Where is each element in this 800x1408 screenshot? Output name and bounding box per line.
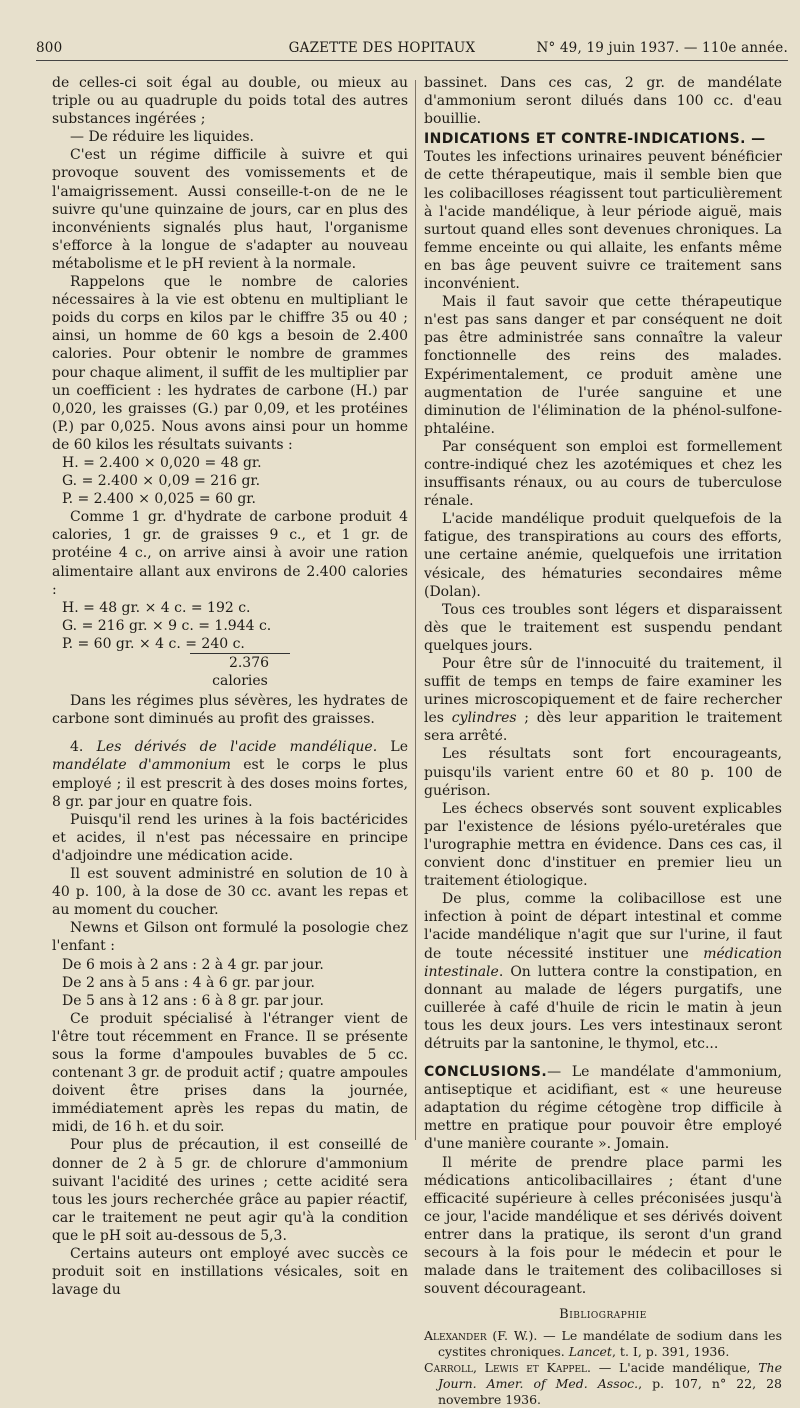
calculation-line: P. = 60 gr. × 4 c. = 240 c. bbox=[62, 635, 245, 652]
calculation-line: H. = 48 gr. × 4 c. = 192 c. bbox=[62, 599, 251, 616]
paragraph bbox=[424, 655, 782, 745]
section-heading-indications: INDICATIONS ET CONTRE-INDICATIONS. — bbox=[424, 131, 766, 148]
drug-name: mandélate d'ammonium bbox=[52, 757, 231, 774]
conclusions-paragraph bbox=[424, 1063, 782, 1153]
text-run: est le corps le plus employé ; il est prescrit à des doses moins fortes, 8 gr. par jour en quatre fois. bbox=[52, 757, 408, 810]
paragraph: Ce produit spécialisé à l'étranger vient de l'être tout récemment en France. Il se présente sous la forme d'ampoules buvables de 5 cc. contenant 3 gr. de produit actif ; quatre ampoules doivent être prises dans la journée, immédiatement après les repas du matin, de midi, de 16 h. et du soir. bbox=[52, 1010, 408, 1136]
journal-title: GAZETTE DES HOPITAUX bbox=[288, 40, 476, 56]
paragraph: — De réduire les liquides. bbox=[70, 129, 254, 146]
paragraph: Newns et Gilson ont formulé la posologie chez l'enfant : bbox=[52, 920, 408, 955]
text-run: — L'acide mandélique, bbox=[591, 1360, 759, 1376]
bib-author: Carroll, Lewis et Kappel. bbox=[424, 1360, 592, 1376]
paragraph: Puisqu'il rend les urines à la fois bactéricides et acides, il n'est pas nécessaire en principe d'adjoindre une médication acide. bbox=[52, 811, 408, 864]
calorie-total: 2.376 calories bbox=[190, 653, 290, 690]
text-run: . On luttera contre la constipation, en donnant au malade de légers purgatifs, une cuillerée à café d'huile de ricin le matin à jeun tous les deux jours. Les vers intestinaux seront détruits par la santonine, le thymol, etc... bbox=[424, 963, 782, 1052]
section-heading-conclusions: CONCLUSIONS. bbox=[424, 1064, 548, 1081]
paragraph: Certains auteurs ont employé avec succès ce produit soit en instillations vésicales, soit en lavage du bbox=[52, 1246, 408, 1299]
paragraph: Dans les régimes plus sévères, les hydrates de carbone sont diminués au profit des graisses. bbox=[52, 693, 408, 728]
paragraph: Toutes les infections urinaires peuvent bénéficier de cette thérapeutique, mais il semble bien que les colibacilloses réagissent tout particulièrement à l'acide mandélique, à leur période aiguë, mais surtout quand elles sont devenues chroniques. La femme enceinte ou qui allaite, les enfants même en bas âge peuvent suivre ce traitement sans inconvénient. bbox=[424, 149, 782, 293]
dosage-line: De 6 mois à 2 ans : 2 à 4 gr. par jour. bbox=[62, 956, 324, 973]
column-divider bbox=[415, 80, 416, 1140]
paragraph: Pour plus de précaution, il est conseillé de donner de 2 à 5 gr. de chlorure d'ammonium suivant l'acidité des urines ; cette acidité sera tous les jours recherchée grâce au papier réactif, car le traitement ne peut agir qu'à la condition que le pH soit au-dessous de 5,3. bbox=[52, 1137, 408, 1244]
paragraph: Mais il faut savoir que cette thérapeutique n'est pas sans danger et par conséquent ne doit pas être administrée sans connaître la valeur fonctionnelle des reins des malades. Expérimentalement, ce produit amène une augmentation de l'urée sanguine et une diminution de l'élimination de la phénol-sulfone-phtaléine. bbox=[424, 294, 782, 437]
bib-journal: The Journ. Amer. of Med. Assoc. bbox=[438, 1360, 783, 1392]
text-run: Le bbox=[377, 739, 408, 756]
text-run: , t. I, p. 391, 1936. bbox=[611, 1344, 730, 1360]
text-run: — Le mandélate de sodium dans les cystites chroniques. bbox=[438, 1328, 782, 1360]
text-run: — Le mandélate d'ammonium, antiseptique et acidifiant, est « une heureuse adaptation du régime cétogène trop difficile à mettre en pratique pour pouvoir être employé d'une manière courante ». Jomain. bbox=[424, 1064, 782, 1153]
paragraph: Il mérite de prendre place parmi les médications anticolibacillaires ; étant d'une efficacité supérieure à celles préconisées jusqu'à ce jour, l'acide mandélique et ses dérivés doivent entrer dans la pratique, ils seront d'un grand secours à la fois pour le médecin et pour le malade dans le traitement des colibacilloses si souvent décourageant. bbox=[424, 1154, 782, 1298]
text-run: , p. 107, n° 22, 28 novembre 1936. bbox=[438, 1376, 782, 1408]
section-paragraph bbox=[52, 738, 408, 810]
right-column bbox=[424, 74, 782, 1408]
calculation-line: P. = 2.400 × 0,025 = 60 gr. bbox=[62, 491, 256, 508]
dosage-line: De 2 ans à 5 ans : 4 à 6 gr. par jour. bbox=[62, 974, 316, 991]
paragraph: Tous ces troubles sont légers et disparaissent dès que le traitement est suspendu pendant quelques jours. bbox=[424, 601, 782, 654]
page-number: 800 bbox=[36, 40, 63, 56]
paragraph: Les échecs observés sont souvent explicables par l'existence de lésions pyélo-uretérales que l'urographie mettra en évidence. Dans ces cas, il convient donc d'instituer en premier lieu un traitement étiologique. bbox=[424, 800, 782, 890]
left-column bbox=[52, 74, 408, 1299]
paragraph: Les résultats sont fort encourageants, puisqu'ils varient entre 60 et 80 p. 100 de guérison. bbox=[424, 746, 782, 799]
calculation-line: G. = 216 gr. × 9 c. = 1.944 c. bbox=[62, 617, 272, 634]
text-run: Pour être sûr de l'innocuité du traitement, il suffit de temps en temps de faire examiner les urines microscopiquement et de faire rechercher les bbox=[424, 656, 782, 727]
emphasis: médication intestinale bbox=[424, 945, 782, 980]
paragraph: de celles-ci soit égal au double, ou mieux au triple ou au quadruple du poids total des autres substances ingérées ; bbox=[52, 75, 408, 128]
dosage-line: De 5 ans à 12 ans : 6 à 8 gr. par jour. bbox=[62, 992, 324, 1009]
section-title: Les dérivés de l'acide mandélique. bbox=[96, 739, 378, 756]
paragraph: Il est souvent administré en solution de 10 à 40 p. 100, à la dose de 30 cc. avant les repas et au moment du coucher. bbox=[52, 866, 408, 919]
section-number: 4. bbox=[70, 739, 84, 756]
calculation-line: H. = 2.400 × 0,020 = 48 gr. bbox=[62, 454, 262, 471]
header-rule bbox=[36, 60, 788, 61]
paragraph: L'acide mandélique produit quelquefois de la fatigue, des transpirations au cours des efforts, une certaine anémie, quelquefois une irritation vésicale, des hématuries secondaires même (Dolan). bbox=[424, 511, 782, 600]
issue-info: N° 49, 19 juin 1937. — 110e année. bbox=[536, 40, 788, 56]
emphasis: cylindres bbox=[451, 710, 517, 727]
paragraph: Comme 1 gr. d'hydrate de carbone produit 4 calories, 1 gr. de graisses 9 c., et 1 gr. de protéine 4 c., on arrive ainsi à avoir une ration alimentaire allant aux environs de 2.400 calories : bbox=[52, 509, 408, 598]
text-run: ; dès leur apparition le traitement sera arrêté. bbox=[424, 710, 782, 745]
text-run: De plus, comme la colibacillose est une infection à point de départ intestinal et comme l'acide mandélique n'agit que sur l'urine, il faut de toute nécessité instituer une bbox=[424, 891, 782, 962]
paragraph: Par conséquent son emploi est formellement contre-indiqué chez les azotémiques et chez les insuffisants rénaux, ou au cours de tuberculose rénale. bbox=[424, 438, 782, 510]
paragraph: C'est un régime difficile à suivre et qui provoque souvent des vomissements et de l'amaigrissement. Aussi conseille-t-on de ne le suivre qu'une quinzaine de jours, car en plus des inconvénients signalés plus haut, l'organisme s'efforce à la longue de s'adapter au nouveau métabolisme et le pH revient à la normale. bbox=[52, 147, 408, 272]
paragraph: bassinet. Dans ces cas, 2 gr. de mandélate d'ammonium seront dilués dans 100 cc. d'eau bouillie. bbox=[424, 75, 782, 128]
bib-journal: Lancet bbox=[568, 1344, 612, 1360]
bibliography-title: Bibliographie bbox=[559, 1307, 647, 1323]
bibliography-entry bbox=[424, 1328, 782, 1360]
paragraph bbox=[424, 890, 782, 1053]
running-header bbox=[36, 36, 788, 60]
calculation-line: G. = 2.400 × 0,09 = 216 gr. bbox=[62, 473, 261, 490]
bib-author: Alexander (F. W.). bbox=[424, 1328, 538, 1344]
bibliography-entry bbox=[424, 1360, 782, 1408]
paragraph: Rappelons que le nombre de calories nécessaires à la vie est obtenu en multipliant le poids du corps en kilos par le chiffre 35 ou 40 ; ainsi, un homme de 60 kgs a besoin de 2.400 calories. Pour obtenir le nombre de grammes pour chaque aliment, il suffit de les multiplier par un coefficient : les hydrates de carbone (H.) par 0,020, les graisses (G.) par 0,09, et les protéines (P.) par 0,025. Nous avons ainsi pour un homme de 60 kilos les résultats suivants : bbox=[52, 274, 408, 453]
